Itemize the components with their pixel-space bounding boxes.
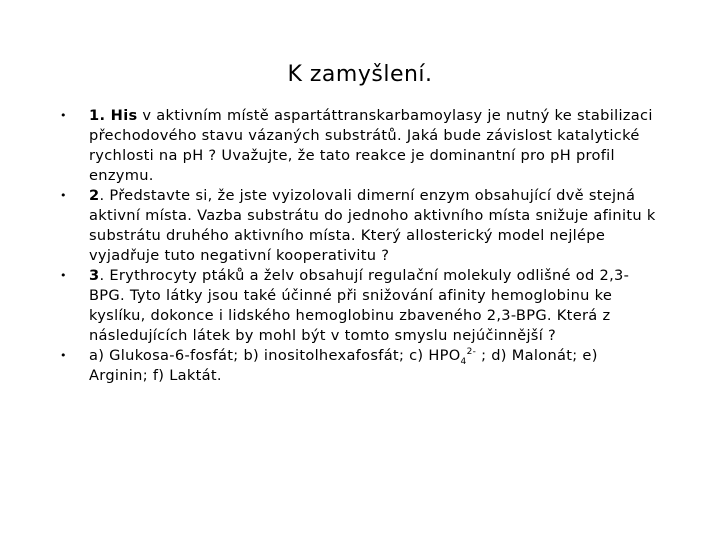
list-item [60,266,660,346]
question-number: 2 [89,187,100,204]
question-number: 3 [89,267,100,284]
question-number: 1. His [89,107,138,124]
list-item [60,106,660,186]
bullet-icon: • [60,189,67,202]
page-title: K zamyšlení. [287,62,433,87]
answer-options-start: a) Glukosa-6-fosfát; b) inositolhexafosfát; c) HPO [89,347,461,364]
bullet-icon: • [60,269,67,282]
question-text: . Erythrocyty ptáků a želv obsahují regulační molekuly odlišné od 2,3-BPG. Tyto látky jsou také účinné při snižování afinity hemoglobinu ke kyslíku, dokonce i lidského hemoglobinu zbaveného 2,3-BPG. Která z následujících látek by mohl být v tomto smyslu nejúčinnější ? [89,267,630,344]
bullet-icon: • [60,349,67,362]
answer-options-end: ; d) Malonát; e) Arginin; f) Laktát. [89,347,598,384]
question-list [60,106,660,386]
question-text: v aktivním místě aspartáttranskarbamoylasy je nutný ke stabilizaci přechodového stavu vázaných substrátů. Jaká bude závislost katalytické rychlosti na pH ? Uvažujte, že tato reakce je dominantní pro pH profil enzymu. [89,107,653,184]
formula-subscript: 4 [460,356,467,367]
question-text: . Představte si, že jste vyizolovali dimerní enzym obsahující dvě stejná aktivní místa. Vazba substrátu do jednoho aktivního místa snižuje afinitu k substrátu druhého aktivního místa. Který allosterický model nejlépe vyjadřuje tuto negativní kooperativitu ? [89,187,656,264]
formula-superscript: 2- [466,347,477,358]
list-item [60,186,660,266]
bullet-icon: • [60,109,67,122]
list-item [60,346,660,386]
